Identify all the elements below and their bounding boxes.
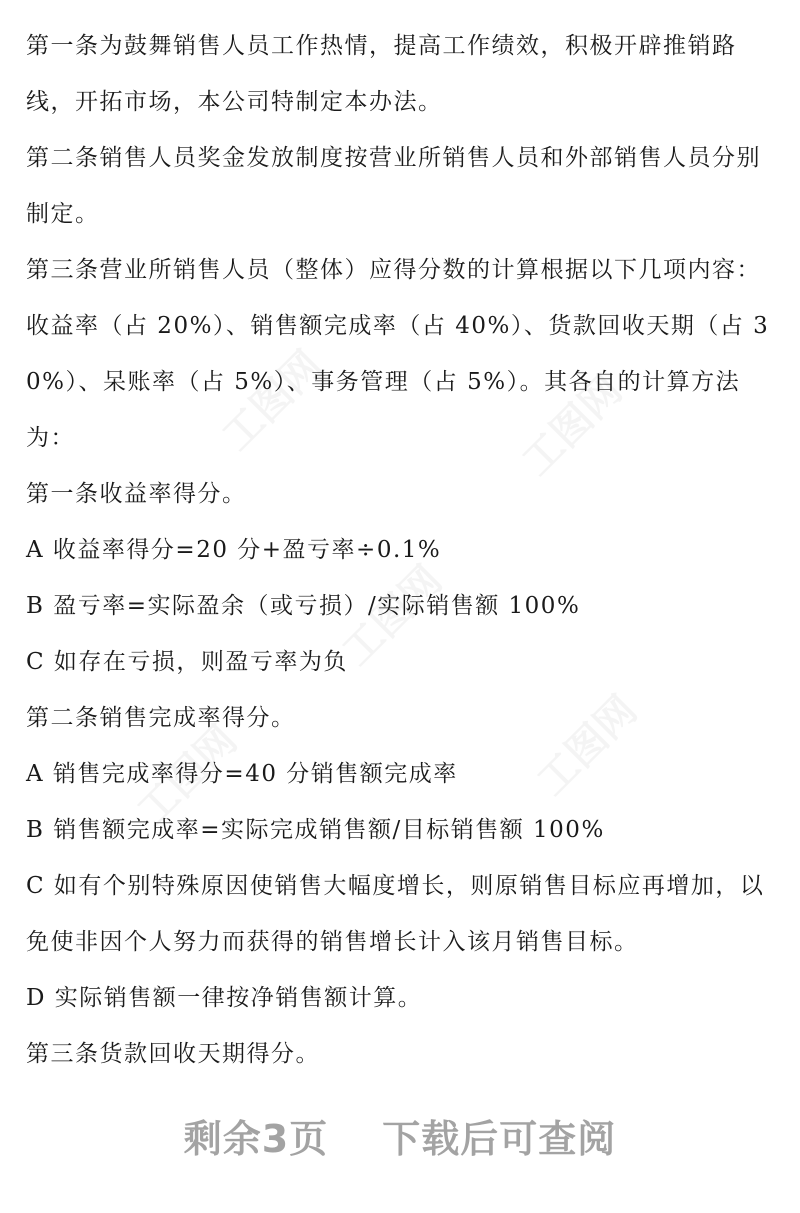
list-item: C 如有个别特殊原因使销售大幅度增长，则原销售目标应再增加，以免使非因个人努力而获得的销售增长计入该月销售目标。 — [26, 873, 765, 955]
watermark: 工图网 — [128, 717, 247, 835]
paragraph-article-3: 第三条营业所销售人员（整体）应得分数的计算根据以下几项内容：收益率（占 20%）、销售额完成率（占 40%）、货款回收天期（占 30%）、呆账率（占 5%）、事务管理（占 5%）。其各自的计算方法为： — [26, 257, 770, 451]
list-item: B 销售额完成率=实际完成销售额/目标销售额 100% — [26, 817, 605, 843]
watermark: 工图网 — [333, 557, 452, 675]
section-heading-sales-completion-score: 第二条销售完成率得分。 — [26, 705, 296, 731]
section-heading-profit-score: 第一条收益率得分。 — [26, 481, 247, 507]
list-item: A 收益率得分=20 分+盈亏率÷0.1% — [26, 537, 442, 563]
remaining-pages-label: 剩余3页 — [183, 1117, 329, 1161]
document-body — [26, 18, 782, 1082]
download-hint-label: 下载后可查阅 — [382, 1117, 617, 1161]
paragraph-article-1: 第一条为鼓舞销售人员工作热情，提高工作绩效，积极开辟推销路线，开拓市场，本公司特制定本办法。 — [26, 33, 737, 115]
download-banner[interactable] — [0, 1108, 800, 1163]
list-item: C 如存在亏损，则盈亏率为负 — [26, 649, 348, 675]
watermark: 工图网 — [213, 342, 332, 460]
watermark: 工图网 — [513, 367, 632, 485]
list-item: A 销售完成率得分=40 分销售额完成率 — [26, 761, 458, 787]
paragraph-article-2: 第二条销售人员奖金发放制度按营业所销售人员和外部销售人员分别制定。 — [26, 145, 761, 227]
watermark: 工图网 — [528, 687, 647, 805]
list-item: B 盈亏率=实际盈余（或亏损）/实际销售额 100% — [26, 593, 581, 619]
list-item: D 实际销售额一律按净销售额计算。 — [26, 985, 423, 1011]
section-heading-collection-days-score: 第三条货款回收天期得分。 — [26, 1041, 320, 1067]
